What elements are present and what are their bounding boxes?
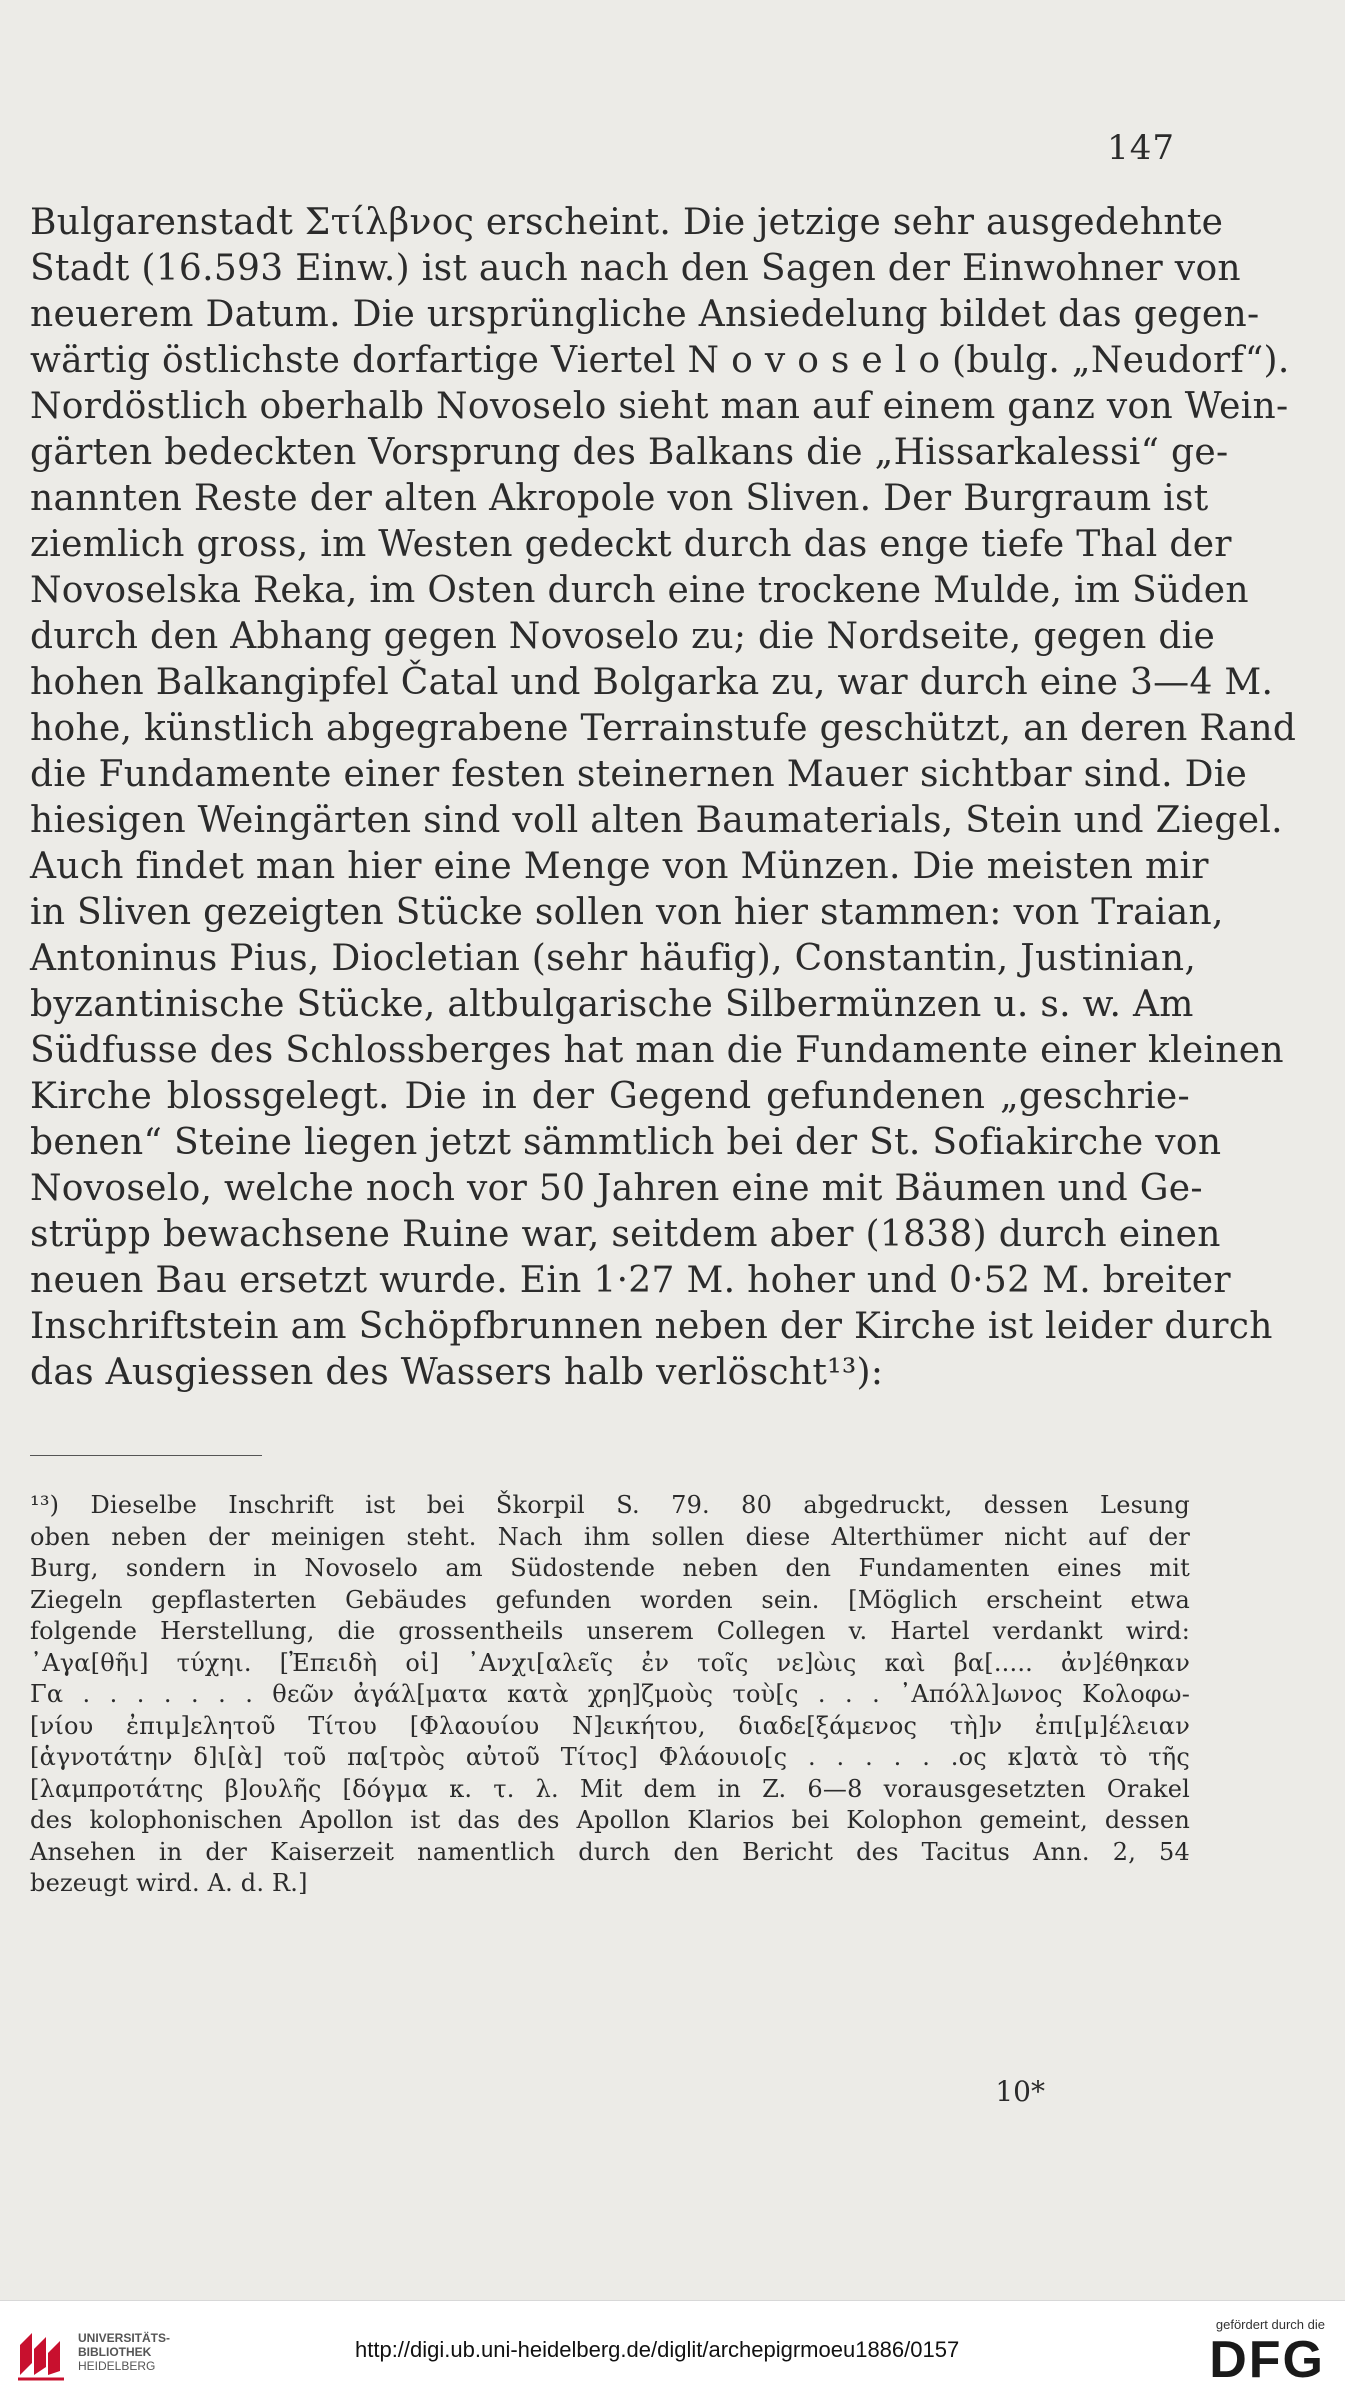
funder-block — [1185, 2317, 1325, 2388]
text-line: benen“ Steine liegen jetzt sämmtlich bei der St. Sofiakirche von — [30, 1122, 1222, 1163]
footnote-line: des kolophonischen Apollon ist das des Apollon Klarios bei Kolophon gemeint, dessen — [30, 1806, 1190, 1834]
text-line: das Ausgiessen des Wassers halb verlöscht¹³): — [30, 1352, 884, 1393]
text-line: Kirche blossgelegt. Die in der Gegend gefundenen „geschrie- — [30, 1076, 1190, 1117]
dfg-logo: DFG — [1209, 2331, 1325, 2389]
footnote-line: ¹³) Dieselbe Inschrift ist bei Škorpil S. 79. 80 abgedruckt, dessen Lesung — [30, 1491, 1190, 1519]
text-line: die Fundamente einer festen steinernen Mauer sichtbar sind. Die — [30, 754, 1248, 795]
text-line: neuerem Datum. Die ursprüngliche Ansiedelung bildet das gegen- — [30, 294, 1260, 335]
footnote-line: bezeugt wird. A. d. R.] — [30, 1869, 308, 1897]
text-line: byzantinische Stücke, altbulgarische Silbermünzen u. s. w. Am — [30, 984, 1194, 1025]
text-line: Inschriftstein am Schöpfbrunnen neben der Kirche ist leider durch — [30, 1306, 1273, 1347]
text-line: in Sliven gezeigten Stücke sollen von hier stammen: von Traian, — [30, 892, 1224, 933]
text-line: Südfusse des Schlossberges hat man die Fundamente einer kleinen — [30, 1030, 1284, 1071]
text-line: Nordöstlich oberhalb Novoselo sieht man auf einem ganz von Wein- — [30, 386, 1289, 427]
page-number: 147 — [1107, 128, 1175, 168]
text-line: Bulgarenstadt Στίλβνος erscheint. Die jetzige sehr ausgedehnte — [30, 202, 1224, 243]
footnote-line: Γα . . . . . . . θεῶν ἀγάλ[ματα κατὰ χρη]ζμοὺς τοὺ[ς . . . ᾿Απόλλ]ωνος Κολοφω- — [30, 1680, 1190, 1708]
footer-bar — [0, 2300, 1345, 2403]
footnote-line: Burg, sondern in Novoselo am Südostende neben den Fundamenten eines mit — [30, 1554, 1190, 1582]
text-line: gärten bedeckten Vorsprung des Balkans die „Hissarkalessi“ ge- — [30, 432, 1229, 473]
text-line: hohe, künstlich abgegrabene Terrainstufe geschützt, an deren Rand — [30, 708, 1297, 749]
text-line: durch den Abhang gegen Novoselo zu; die Nordseite, gegen die — [30, 616, 1216, 657]
institution-line: BIBLIOTHEK — [78, 2345, 152, 2359]
main-text — [30, 200, 1297, 1396]
text-line: hohen Balkangipfel Čatal und Bolgarka zu, war durch eine 3—4 M. — [30, 662, 1274, 703]
signature-mark: 10* — [995, 2075, 1045, 2108]
footnote-line: Ansehen in der Kaiserzeit namentlich durch den Bericht des Tacitus Ann. 2, 54 — [30, 1837, 1190, 1866]
footnote-line: Ziegeln gepflasterten Gebäudes gefunden worden sein. [Möglich erscheint etwa — [30, 1585, 1190, 1614]
text-line: Novoselo, welche noch vor 50 Jahren eine mit Bäumen und Ge- — [30, 1168, 1203, 1209]
text-line: Auch findet man hier eine Menge von Münzen. Die meisten mir — [30, 846, 1209, 887]
institution-line: HEIDELBERG — [78, 2359, 156, 2373]
footnote — [30, 1490, 1190, 1900]
university-library-logo-icon — [14, 2323, 70, 2383]
institution-line: UNIVERSITÄTS- — [78, 2331, 171, 2345]
footnote-line: ᾿Αγα[θῆι] τύχηι. [Ἐπειδὴ οἱ] ᾿Ανχι[αλεῖς ἐν τοῖς νε]ὼις καὶ βα[..... ἀν]έθηκαν — [30, 1648, 1190, 1677]
footnote-line: [λαμπροτάτης β]ουλῆς [δόγμα κ. τ. λ. Mit dem in Z. 6—8 vorausgesetzten Orakel — [30, 1774, 1190, 1803]
permalink-url[interactable]: http://digi.ub.uni-heidelberg.de/diglit/archepigrmoeu1886/0157 — [355, 2337, 960, 2362]
text-line: nannten Reste der alten Akropole von Sliven. Der Burgraum ist — [30, 478, 1209, 519]
footnote-line: oben neben der meinigen steht. Nach ihm sollen diese Alterthümer nicht auf der — [30, 1522, 1190, 1551]
footnote-divider — [30, 1455, 262, 1456]
text-line: wärtig östlichste dorfartige Viertel N o v o s e l o (bulg. „Neudorf“). — [30, 340, 1290, 381]
footnote-line: [ἁγνοτάτην δ]ι[ὰ] τοῦ πα[τρὸς αὐτοῦ Τίτος] Φλάουιο[ς . . . . . .ος κ]ατὰ τὸ τῆς — [30, 1743, 1190, 1771]
institution-name — [78, 2331, 170, 2373]
text-line: Novoselska Reka, im Osten durch eine trockene Mulde, im Süden — [30, 570, 1249, 611]
text-line: Stadt (16.593 Einw.) ist auch nach den Sagen der Einwohner von — [30, 248, 1241, 289]
text-line: Antoninus Pius, Diocletian (sehr häufig), Constantin, Justinian, — [30, 938, 1197, 979]
funded-by-label: gefördert durch die — [1215, 2317, 1325, 2332]
text-line: hiesigen Weingärten sind voll alten Baumaterials, Stein und Ziegel. — [30, 800, 1283, 841]
footnote-line: folgende Herstellung, die grossentheils unserem Collegen v. Hartel verdankt wird: — [30, 1617, 1190, 1645]
text-line: strüpp bewachsene Ruine war, seitdem aber (1838) durch einen — [30, 1214, 1221, 1255]
text-line: neuen Bau ersetzt wurde. Ein 1·27 M. hoher und 0·52 M. breiter — [30, 1260, 1231, 1301]
footnote-line: [νίου ἐπιμ]ελητοῦ Τίτου [Φλαουίου Ν]εικήτου, διαδε[ξάμενος τὴ]ν ἐπι[μ]έλειαν — [30, 1711, 1190, 1740]
text-line: ziemlich gross, im Westen gedeckt durch das enge tiefe Thal der — [30, 524, 1232, 565]
